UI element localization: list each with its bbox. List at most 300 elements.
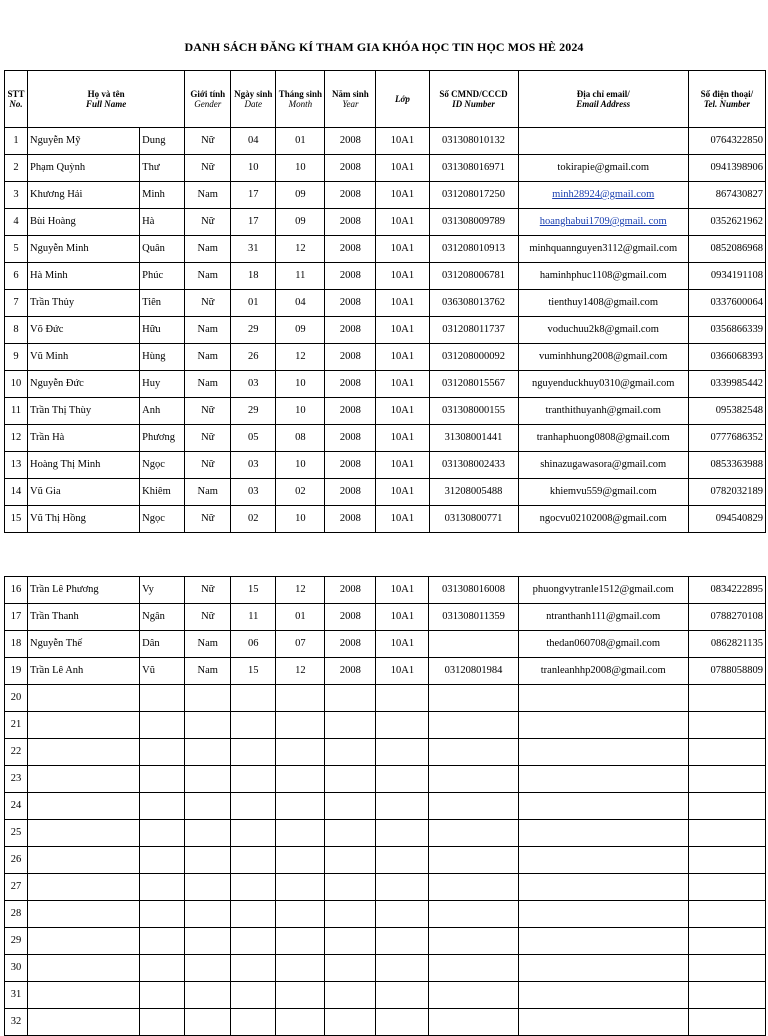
cell-day	[231, 766, 276, 793]
table-row	[5, 479, 766, 506]
cell-no: 31	[5, 982, 28, 1009]
cell-tel	[688, 955, 765, 982]
table-row	[5, 685, 766, 712]
cell-no: 13	[5, 452, 28, 479]
header-stt	[5, 71, 28, 128]
cell-tel: 0934191108	[688, 263, 765, 290]
cell-id-number	[429, 1009, 518, 1036]
header-day-en: Date	[244, 99, 263, 109]
cell-month: 10	[276, 452, 325, 479]
cell-last-name: Trần Thủy	[28, 290, 140, 317]
cell-day: 03	[231, 452, 276, 479]
cell-year	[325, 712, 376, 739]
cell-id-number: 031208010913	[429, 236, 518, 263]
cell-no: 17	[5, 604, 28, 631]
cell-class: 10A1	[376, 452, 429, 479]
cell-gender: Nữ	[185, 290, 231, 317]
cell-tel	[688, 1009, 765, 1036]
cell-email	[518, 928, 688, 955]
cell-class	[376, 766, 429, 793]
cell-email	[518, 793, 688, 820]
table-row	[5, 398, 766, 425]
cell-day: 17	[231, 182, 276, 209]
cell-month: 04	[276, 290, 325, 317]
cell-year: 2008	[325, 182, 376, 209]
cell-id-number: 03130800771	[429, 506, 518, 533]
table-row	[5, 290, 766, 317]
cell-month	[276, 1009, 325, 1036]
cell-tel: 094540829	[688, 506, 765, 533]
cell-first-name: Vũ	[140, 658, 185, 685]
cell-tel: 0788058809	[688, 658, 765, 685]
cell-day	[231, 982, 276, 1009]
cell-day	[231, 793, 276, 820]
cell-gender: Nam	[185, 371, 231, 398]
cell-first-name	[140, 982, 185, 1009]
cell-no: 19	[5, 658, 28, 685]
cell-no: 29	[5, 928, 28, 955]
cell-gender	[185, 1009, 231, 1036]
cell-no: 12	[5, 425, 28, 452]
cell-class	[376, 685, 429, 712]
cell-year	[325, 955, 376, 982]
cell-month: 12	[276, 344, 325, 371]
header-stt-vi: STT	[7, 89, 25, 99]
cell-email: haminhphuc1108@gmail.com	[518, 263, 688, 290]
header-id	[429, 71, 518, 128]
cell-year: 2008	[325, 128, 376, 155]
registration-table	[4, 70, 766, 533]
header-day	[231, 71, 276, 128]
cell-first-name: Hùng	[140, 344, 185, 371]
table-row	[5, 317, 766, 344]
cell-first-name: Vy	[140, 577, 185, 604]
cell-last-name	[28, 766, 140, 793]
cell-month: 12	[276, 658, 325, 685]
header-month-vi: Tháng sinh	[278, 89, 322, 99]
cell-class	[376, 712, 429, 739]
cell-class: 10A1	[376, 577, 429, 604]
cell-day: 03	[231, 479, 276, 506]
email-link[interactable]: hoanghabui1709@gmail. com	[539, 216, 667, 227]
cell-month: 11	[276, 263, 325, 290]
cell-no: 28	[5, 901, 28, 928]
cell-month: 10	[276, 155, 325, 182]
header-stt-en: No.	[9, 99, 23, 109]
cell-year	[325, 901, 376, 928]
cell-first-name: Khiêm	[140, 479, 185, 506]
cell-no: 5	[5, 236, 28, 263]
cell-class: 10A1	[376, 263, 429, 290]
cell-tel: 0853363988	[688, 452, 765, 479]
cell-id-number	[429, 928, 518, 955]
cell-gender	[185, 874, 231, 901]
cell-no: 15	[5, 506, 28, 533]
table-row	[5, 155, 766, 182]
cell-first-name	[140, 793, 185, 820]
cell-year: 2008	[325, 604, 376, 631]
table-row	[5, 182, 766, 209]
cell-year	[325, 982, 376, 1009]
cell-first-name	[140, 847, 185, 874]
cell-first-name: Phúc	[140, 263, 185, 290]
cell-tel	[688, 847, 765, 874]
cell-day	[231, 901, 276, 928]
cell-day: 03	[231, 371, 276, 398]
cell-year: 2008	[325, 209, 376, 236]
header-tel-vi: Số điện thoại/	[700, 89, 754, 99]
cell-tel	[688, 928, 765, 955]
cell-last-name: Trần Lê Anh	[28, 658, 140, 685]
cell-class	[376, 793, 429, 820]
cell-tel: 0862821135	[688, 631, 765, 658]
header-year-en: Year	[342, 99, 359, 109]
cell-last-name	[28, 739, 140, 766]
cell-no: 2	[5, 155, 28, 182]
cell-last-name	[28, 874, 140, 901]
cell-no: 21	[5, 712, 28, 739]
cell-last-name	[28, 1009, 140, 1036]
cell-class	[376, 928, 429, 955]
cell-last-name: Phạm Quỳnh	[28, 155, 140, 182]
cell-last-name: Bùi Hoàng	[28, 209, 140, 236]
cell-year: 2008	[325, 452, 376, 479]
cell-day: 17	[231, 209, 276, 236]
table-row	[5, 577, 766, 604]
header-id-en: ID Number	[452, 99, 495, 109]
cell-email: tranthithuyanh@gmail.com	[518, 398, 688, 425]
cell-month	[276, 982, 325, 1009]
cell-tel: 0339985442	[688, 371, 765, 398]
cell-class: 10A1	[376, 209, 429, 236]
cell-last-name	[28, 982, 140, 1009]
header-class	[376, 71, 429, 128]
cell-month	[276, 712, 325, 739]
cell-tel	[688, 901, 765, 928]
header-month-en: Month	[288, 99, 313, 109]
cell-year: 2008	[325, 658, 376, 685]
cell-last-name: Vũ Minh	[28, 344, 140, 371]
cell-first-name: Quân	[140, 236, 185, 263]
cell-gender: Nữ	[185, 577, 231, 604]
cell-day	[231, 712, 276, 739]
cell-day	[231, 739, 276, 766]
header-year-vi: Năm sinh	[332, 89, 369, 99]
cell-id-number	[429, 739, 518, 766]
cell-email	[518, 739, 688, 766]
cell-email: thedan060708@gmail.com	[518, 631, 688, 658]
cell-last-name: Vũ Gia	[28, 479, 140, 506]
table-row	[5, 425, 766, 452]
cell-gender: Nữ	[185, 425, 231, 452]
cell-class	[376, 901, 429, 928]
cell-first-name: Ngọc	[140, 452, 185, 479]
cell-id-number	[429, 820, 518, 847]
cell-year	[325, 820, 376, 847]
cell-id-number: 031308016008	[429, 577, 518, 604]
cell-month: 07	[276, 631, 325, 658]
cell-id-number: 036308013762	[429, 290, 518, 317]
cell-tel	[688, 766, 765, 793]
cell-no: 4	[5, 209, 28, 236]
cell-no: 16	[5, 577, 28, 604]
cell-day	[231, 685, 276, 712]
cell-day: 10	[231, 155, 276, 182]
cell-last-name	[28, 685, 140, 712]
cell-first-name: Ngọc	[140, 506, 185, 533]
cell-no: 23	[5, 766, 28, 793]
cell-email	[518, 1009, 688, 1036]
header-gender-vi: Giới tính	[190, 89, 226, 99]
cell-month	[276, 793, 325, 820]
cell-first-name	[140, 685, 185, 712]
header-year	[325, 71, 376, 128]
cell-day	[231, 820, 276, 847]
cell-day: 29	[231, 398, 276, 425]
cell-first-name: Anh	[140, 398, 185, 425]
cell-id-number: 031308016971	[429, 155, 518, 182]
cell-email	[518, 128, 688, 155]
cell-gender	[185, 685, 231, 712]
cell-year	[325, 766, 376, 793]
cell-gender: Nam	[185, 479, 231, 506]
header-gender-en: Gender	[194, 99, 222, 109]
document-title: DANH SÁCH ĐĂNG KÍ THAM GIA KHÓA HỌC TIN HỌC MOS HÈ 2024	[184, 40, 584, 54]
cell-email: shinazugawasora@gmail.com	[518, 452, 688, 479]
cell-class	[376, 982, 429, 1009]
cell-email	[518, 874, 688, 901]
cell-email: tienthuy1408@gmail.com	[518, 290, 688, 317]
cell-email: ngocvu02102008@gmail.com	[518, 506, 688, 533]
cell-year: 2008	[325, 344, 376, 371]
header-tel	[688, 71, 765, 128]
cell-gender: Nam	[185, 658, 231, 685]
cell-month	[276, 739, 325, 766]
cell-month	[276, 685, 325, 712]
cell-tel	[688, 874, 765, 901]
cell-day: 04	[231, 128, 276, 155]
cell-class	[376, 820, 429, 847]
cell-id-number: 031208011737	[429, 317, 518, 344]
cell-email: minhquannguyen3112@gmail.com	[518, 236, 688, 263]
cell-month: 08	[276, 425, 325, 452]
cell-gender	[185, 847, 231, 874]
cell-year: 2008	[325, 425, 376, 452]
cell-month	[276, 847, 325, 874]
table-row	[5, 658, 766, 685]
cell-gender: Nam	[185, 236, 231, 263]
cell-year: 2008	[325, 236, 376, 263]
cell-last-name: Trần Thanh	[28, 604, 140, 631]
cell-last-name: Nguyễn Minh	[28, 236, 140, 263]
cell-gender: Nam	[185, 263, 231, 290]
cell-gender: Nữ	[185, 452, 231, 479]
cell-email: tranhaphuong0808@gmail.com	[518, 425, 688, 452]
cell-last-name	[28, 928, 140, 955]
cell-day	[231, 1009, 276, 1036]
cell-class: 10A1	[376, 236, 429, 263]
cell-last-name	[28, 712, 140, 739]
cell-id-number	[429, 847, 518, 874]
cell-year: 2008	[325, 155, 376, 182]
cell-last-name: Hà Minh	[28, 263, 140, 290]
cell-gender	[185, 739, 231, 766]
cell-id-number	[429, 874, 518, 901]
cell-last-name: Trần Thị Thùy	[28, 398, 140, 425]
cell-tel: 0788270108	[688, 604, 765, 631]
cell-last-name	[28, 793, 140, 820]
table-row	[5, 766, 766, 793]
cell-tel	[688, 712, 765, 739]
cell-id-number: 031208015567	[429, 371, 518, 398]
cell-email	[518, 766, 688, 793]
cell-id-number: 031208000092	[429, 344, 518, 371]
cell-no: 6	[5, 263, 28, 290]
cell-email	[518, 209, 688, 236]
cell-email	[518, 847, 688, 874]
cell-year: 2008	[325, 263, 376, 290]
cell-tel	[688, 793, 765, 820]
cell-first-name	[140, 901, 185, 928]
cell-first-name: Dung	[140, 128, 185, 155]
cell-class: 10A1	[376, 344, 429, 371]
cell-email	[518, 955, 688, 982]
cell-class: 10A1	[376, 155, 429, 182]
table-row	[5, 928, 766, 955]
cell-class: 10A1	[376, 479, 429, 506]
cell-first-name	[140, 955, 185, 982]
table-header-row	[5, 71, 766, 128]
cell-day	[231, 955, 276, 982]
cell-first-name	[140, 739, 185, 766]
cell-first-name	[140, 1009, 185, 1036]
cell-gender	[185, 793, 231, 820]
cell-id-number	[429, 712, 518, 739]
cell-class: 10A1	[376, 604, 429, 631]
cell-day: 18	[231, 263, 276, 290]
cell-last-name: Võ Đức	[28, 317, 140, 344]
cell-id-number	[429, 793, 518, 820]
cell-year	[325, 847, 376, 874]
cell-day: 29	[231, 317, 276, 344]
cell-class: 10A1	[376, 506, 429, 533]
cell-year	[325, 1009, 376, 1036]
cell-month: 10	[276, 506, 325, 533]
header-name-en: Full Name	[85, 99, 127, 109]
cell-gender	[185, 820, 231, 847]
cell-class	[376, 874, 429, 901]
table-row	[5, 344, 766, 371]
cell-no: 7	[5, 290, 28, 317]
table-row	[5, 793, 766, 820]
cell-tel	[688, 685, 765, 712]
cell-email: vuminhhung2008@gmail.com	[518, 344, 688, 371]
cell-class: 10A1	[376, 658, 429, 685]
cell-month: 09	[276, 182, 325, 209]
table-row	[5, 847, 766, 874]
table-row	[5, 820, 766, 847]
cell-no: 22	[5, 739, 28, 766]
cell-month: 10	[276, 371, 325, 398]
cell-no: 14	[5, 479, 28, 506]
cell-day: 11	[231, 604, 276, 631]
cell-day: 15	[231, 658, 276, 685]
cell-year	[325, 928, 376, 955]
cell-year: 2008	[325, 631, 376, 658]
cell-month	[276, 955, 325, 982]
cell-email	[518, 820, 688, 847]
email-link[interactable]: minh28924@gmail.com	[552, 189, 655, 200]
cell-last-name: Nguyễn Mỹ	[28, 128, 140, 155]
cell-first-name	[140, 928, 185, 955]
cell-gender: Nam	[185, 182, 231, 209]
cell-day	[231, 874, 276, 901]
cell-year: 2008	[325, 577, 376, 604]
cell-tel: 0764322850	[688, 128, 765, 155]
cell-class	[376, 847, 429, 874]
cell-email: tranleanhhp2008@gmail.com	[518, 658, 688, 685]
cell-month: 02	[276, 479, 325, 506]
table-row	[5, 982, 766, 1009]
cell-id-number: 31208005488	[429, 479, 518, 506]
cell-last-name	[28, 820, 140, 847]
header-email-vi: Địa chỉ email/	[576, 89, 630, 99]
cell-id-number: 031308002433	[429, 452, 518, 479]
table-row	[5, 506, 766, 533]
cell-gender: Nam	[185, 344, 231, 371]
cell-id-number: 31308001441	[429, 425, 518, 452]
cell-class: 10A1	[376, 317, 429, 344]
cell-day: 15	[231, 577, 276, 604]
cell-first-name: Ngân	[140, 604, 185, 631]
cell-tel	[688, 982, 765, 1009]
cell-no: 18	[5, 631, 28, 658]
cell-id-number: 031308009789	[429, 209, 518, 236]
cell-email	[518, 182, 688, 209]
cell-last-name: Trần Lê Phương	[28, 577, 140, 604]
cell-gender: Nam	[185, 317, 231, 344]
cell-first-name	[140, 874, 185, 901]
cell-month: 01	[276, 128, 325, 155]
cell-first-name: Hà	[140, 209, 185, 236]
cell-month	[276, 874, 325, 901]
cell-id-number	[429, 766, 518, 793]
cell-class: 10A1	[376, 128, 429, 155]
cell-first-name	[140, 712, 185, 739]
cell-no: 8	[5, 317, 28, 344]
cell-first-name: Dân	[140, 631, 185, 658]
cell-class: 10A1	[376, 425, 429, 452]
cell-gender	[185, 712, 231, 739]
table-row	[5, 712, 766, 739]
cell-month: 09	[276, 317, 325, 344]
cell-tel: 095382548	[688, 398, 765, 425]
cell-year	[325, 874, 376, 901]
cell-tel: 0356866339	[688, 317, 765, 344]
cell-tel: 0941398906	[688, 155, 765, 182]
table-row	[5, 631, 766, 658]
cell-month: 12	[276, 236, 325, 263]
cell-class: 10A1	[376, 631, 429, 658]
cell-year: 2008	[325, 371, 376, 398]
cell-month	[276, 928, 325, 955]
cell-id-number	[429, 631, 518, 658]
cell-email: voduchuu2k8@gmail.com	[518, 317, 688, 344]
table-row	[5, 739, 766, 766]
cell-gender	[185, 982, 231, 1009]
cell-tel: 0337600064	[688, 290, 765, 317]
cell-gender	[185, 928, 231, 955]
